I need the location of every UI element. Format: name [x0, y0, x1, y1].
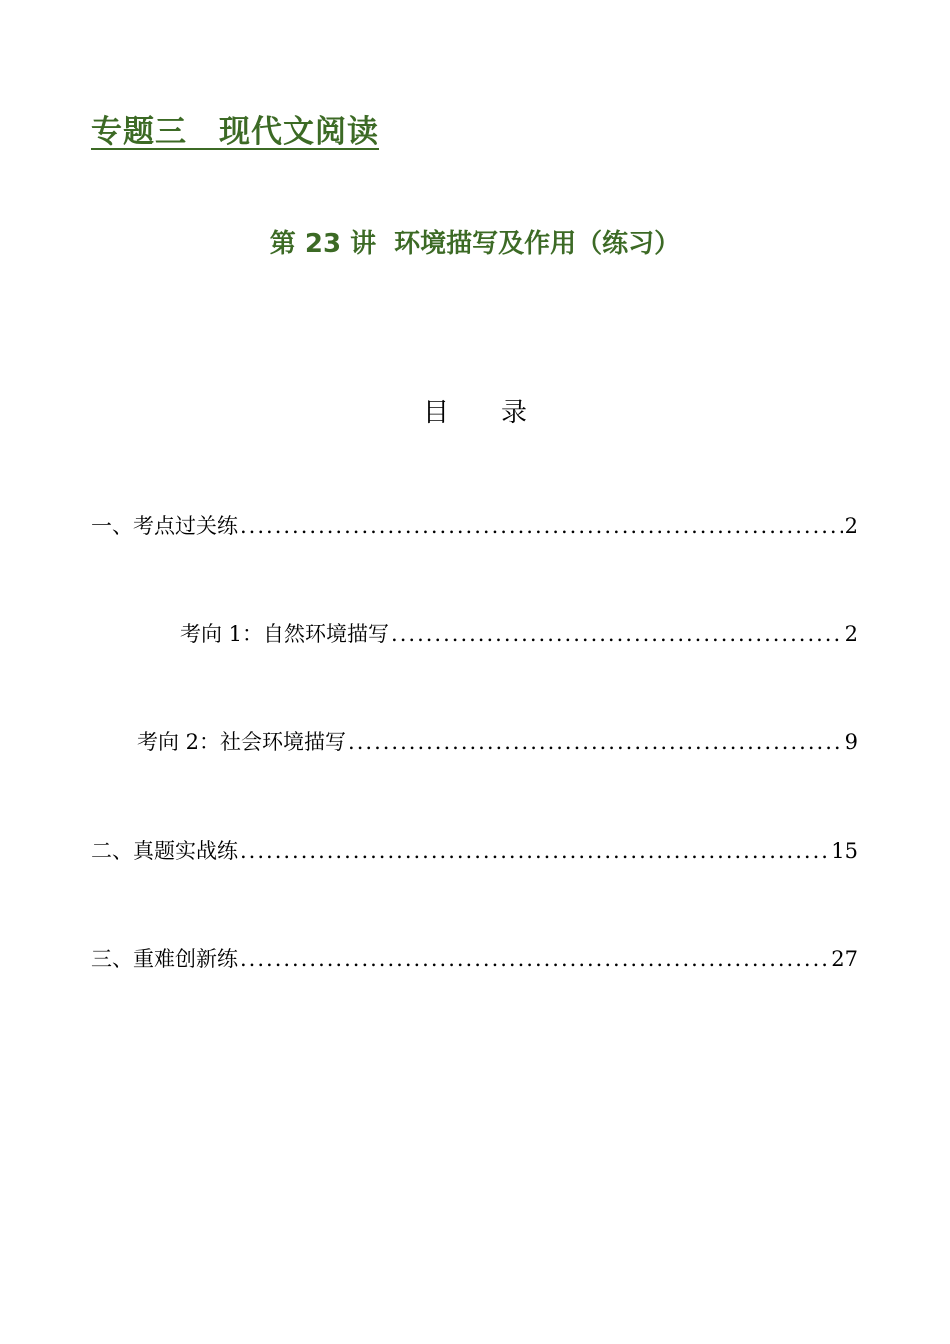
series-title: 专题三 现代文阅读	[91, 114, 379, 150]
toc-entry-label: 考向 1：自然环境描写	[180, 622, 390, 646]
toc-entry-kaodian[interactable]	[91, 510, 858, 540]
toc-entry-ziran[interactable]	[180, 618, 858, 648]
toc-entry-zhongnan[interactable]	[91, 943, 858, 973]
toc-page-number: 27	[831, 947, 858, 971]
toc-page-number: 15	[831, 839, 858, 863]
toc-entry-label: 考向 2：社会环境描写	[137, 730, 347, 754]
toc-entry-label: 一、考点过关练	[91, 514, 238, 538]
toc-dot-leader	[240, 947, 829, 971]
toc-dot-leader	[240, 514, 843, 538]
toc-page-number: 9	[844, 730, 858, 754]
toc-page-number: 2	[844, 514, 858, 538]
toc-dot-leader	[391, 622, 843, 646]
toc-dot-leader	[348, 730, 843, 754]
toc-entry-label: 二、真题实战练	[91, 839, 238, 863]
toc-entry-zhenti[interactable]	[91, 835, 858, 865]
toc-entry-label: 三、重难创新练	[91, 947, 238, 971]
toc-entry-shehui[interactable]	[137, 726, 858, 756]
lecture-title: 第 23 讲 环境描写及作用（练习）	[269, 229, 681, 259]
toc-dot-leader	[240, 839, 829, 863]
toc-page-number: 2	[844, 622, 858, 646]
toc-heading: 目 录	[422, 398, 527, 428]
